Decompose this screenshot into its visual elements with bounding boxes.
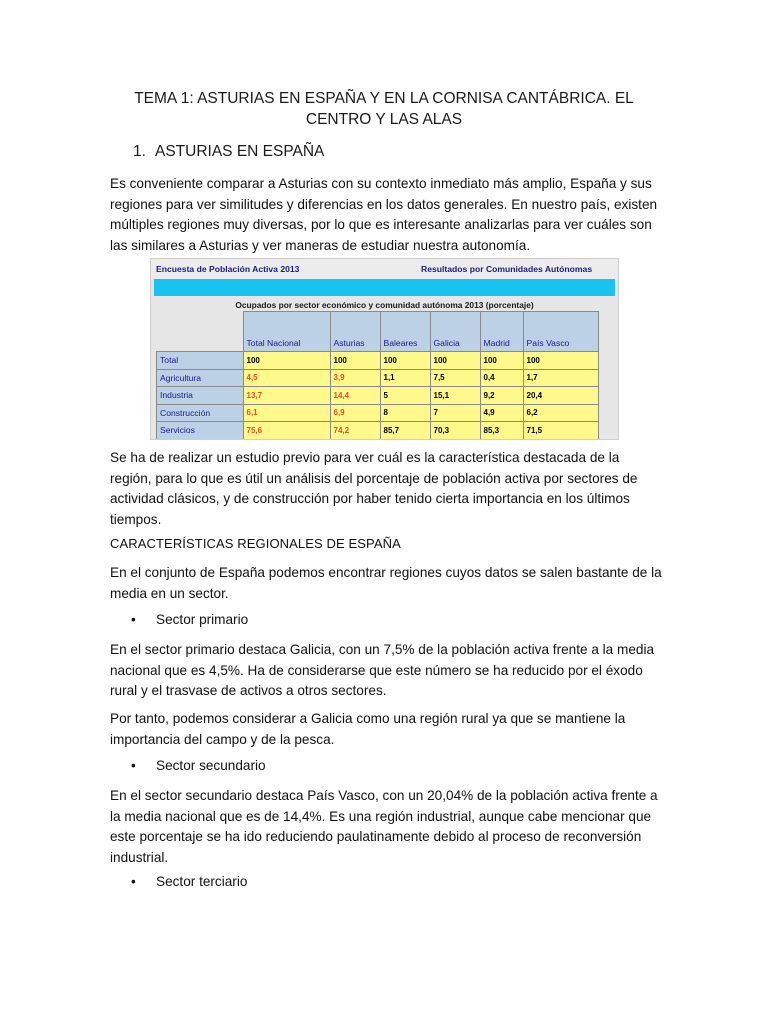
table-cell: 70,3 [430, 422, 480, 440]
table-cell: 100 [330, 352, 380, 370]
table-cell: 6,9 [330, 404, 380, 422]
population-table-image [150, 258, 619, 440]
table-cell: 74,2 [330, 422, 380, 440]
population-table [156, 311, 599, 440]
table-cell: 7 [430, 404, 480, 422]
section-label: ASTURIAS EN ESPAÑA [155, 143, 325, 160]
table-cell: 5 [380, 387, 430, 405]
table-cell: 85,3 [480, 422, 523, 440]
table-cell: 8 [380, 404, 430, 422]
table-cell: 13,7 [243, 387, 330, 405]
row-label: Servicios [157, 422, 244, 440]
table-cell: 100 [523, 352, 598, 370]
table-header-row [157, 312, 599, 352]
row-label: Total [157, 352, 244, 370]
table-cell: 1,7 [523, 369, 598, 387]
table-cell: 6,2 [523, 404, 598, 422]
table-cell: 71,5 [523, 422, 598, 440]
table-cell: 4,9 [480, 404, 523, 422]
table-cell: 6,1 [243, 404, 330, 422]
paragraph-intro: Es conveniente comparar a Asturias con su contexto inmediato más amplio, España y sus regiones para ver similitudes y diferencias en los datos generales. En nuestro país, existen múltiples regiones muy diversas, por lo que es interesante analizarlas para ver cuáles son las similares a Asturias y ver maneras de estudiar nuestra autonomía. [110, 176, 658, 253]
table-cell: 0,4 [480, 369, 523, 387]
table-cell: 20,4 [523, 387, 598, 405]
bullet-label: Sector terciario [156, 874, 248, 889]
table-row [157, 352, 599, 370]
table-cell: 85,7 [380, 422, 430, 440]
row-label: Agricultura [157, 369, 244, 387]
bullet-label: Sector primario [156, 612, 249, 627]
table-cell: 1,1 [380, 369, 430, 387]
table-row [157, 404, 599, 422]
table-header-right: Resultados por Comunidades Autónomas [421, 264, 593, 274]
column-header: Asturias [330, 312, 380, 352]
table-blue-band [154, 279, 615, 296]
bullet-sector-secundario [131, 758, 266, 773]
table-cell: 7,5 [430, 369, 480, 387]
table-cell: 14,4 [330, 387, 380, 405]
column-header: Galicia [430, 312, 480, 352]
document-title: TEMA 1: ASTURIAS EN ESPAÑA Y EN LA CORNISA CANTÁBRICA. EL CENTRO Y LAS ALAS [134, 90, 634, 128]
table-cell: 4,5 [243, 369, 330, 387]
table-cell: 100 [430, 352, 480, 370]
paragraph-regions: En el conjunto de España podemos encontrar regiones cuyos datos se salen bastante de la media en un sector. [110, 565, 662, 601]
row-label: Industria [157, 387, 244, 405]
section-heading [133, 143, 324, 161]
column-header: País Vasco [523, 312, 598, 352]
table-row [157, 422, 599, 440]
bullet-dot-icon: • [131, 758, 136, 773]
table-cell: 75,6 [243, 422, 330, 440]
table-row [157, 387, 599, 405]
paragraph-galicia: Por tanto, podemos considerar a Galicia como una región rural ya que se mantiene la importancia del campo y de la pesca. [110, 711, 626, 747]
paragraph-study: Se ha de realizar un estudio previo para ver cuál es la característica destacada de la región, para lo que es útil un análisis del porcentaje de población activa por sectores de actividad clásicos, y de construcción por haber tenido cierta importancia en los últimos tiempos. [110, 450, 638, 527]
bullet-dot-icon: • [131, 612, 136, 627]
table-cell: 100 [480, 352, 523, 370]
column-header: Total Nacional [243, 312, 330, 352]
bullet-sector-terciario [131, 874, 247, 889]
table-header-left: Encuesta de Población Activa 2013 [156, 264, 300, 274]
table-cell: 100 [380, 352, 430, 370]
heading-regional-characteristics: CARACTERÍSTICAS REGIONALES DE ESPAÑA [110, 536, 401, 551]
row-label: Construcción [157, 404, 244, 422]
bullet-sector-primario [131, 612, 248, 627]
table-row [157, 369, 599, 387]
paragraph-primary: En el sector primario destaca Galicia, con un 7,5% de la población activa frente a la media nacional que es 4,5%. Ha de considerarse que este número se ha reducido por el éxodo rural y el trasvase de activos a otros sectores. [110, 642, 655, 699]
table-cell: 9,2 [480, 387, 523, 405]
table-subtitle: Ocupados por sector económico y comunidad autónoma 2013 (porcentaje) [235, 300, 534, 310]
table-cell: 3,9 [330, 369, 380, 387]
table-header-bar [151, 259, 618, 279]
paragraph-secondary: En el sector secundario destaca País Vasco, con un 20,04% de la población activa frente a la media nacional que es de 14,4%. Es una región industrial, aunque cabe mencionar que este porcentaje se ha ido reduciendo paulatinamente debido al proceso de reconversión industrial. [110, 788, 658, 865]
bullet-label: Sector secundario [156, 758, 266, 773]
section-number: 1. [133, 143, 146, 160]
column-header: Baleares [380, 312, 430, 352]
column-header: Madrid [480, 312, 523, 352]
table-cell: 15,1 [430, 387, 480, 405]
bullet-dot-icon: • [131, 874, 136, 889]
table-cell: 100 [243, 352, 330, 370]
